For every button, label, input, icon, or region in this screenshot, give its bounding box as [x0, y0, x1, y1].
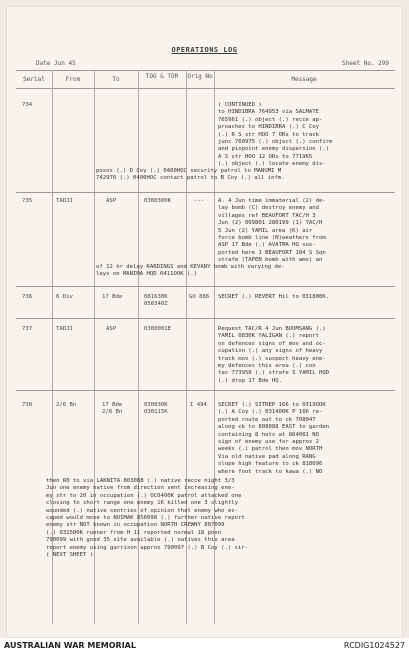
row-orig: GO 886 [189, 294, 210, 300]
row-from: 2/6 Bn [56, 402, 77, 408]
column-header-message: Message [291, 76, 317, 83]
row-message: SECRET (.) SITREP 166 to 0319OOK (.) A Coy (.) 031400K P 166 re- ported route out to ck 708047 along ck to 808088 EAST to garden containing 8 huts at 864001 NO sign of enemy use for approx 2 weeks (.) patrol then mov NORTH Via old native pad along RANG slope high feature to ck 818096 where foot track to kawa (.) NO [218, 402, 330, 475]
row-to: ASP [106, 198, 117, 204]
row-to: 17 Bde 2/8 Bn [102, 402, 123, 416]
row-orig: --- [194, 198, 205, 204]
row-too: 0380300K [144, 198, 171, 204]
row-serial: 736 [22, 294, 33, 300]
row-rule [16, 286, 395, 287]
row-message: A. 4 Jun time immaterial (2) de- lay bomb (C) destroy enemy and villages ref BEAUFORT TAC/H 3 Jun (2) 009801 280199 (1) TAC/H 5 Jun (2) YAMIL area (K) air force bomb line (N)weathers from ASP 17 Bde (.) AVATMA HQ sus- ported here 1 BEAUFORT 104 S Sqn strafe (TAPEN bomb with wmx) an [218, 198, 326, 264]
row-message-overflow: then R0 to via LAKNITA 803088 (.) native recce night 3/3 Jun one enemy native from direction sent increasing ene- my str to 20 in occupation (.) OC0400K patrol attacked one closing to short range one enemy 16 killed one 3 slightly wounded (.) native sentries of opinion that enemy who es- caped would move to NOIMAK 856098 (.) further native report enemy str NOT known in occupation NORTH CREWNY 807099 (.) 031500K runner from H 11 reported normal 18 posn 790099 with good 35 site available (.) natives this area report enemy using garrison approx 790097 (.) B Coy (.) sir- ( NEXT SHEET ) [46, 478, 249, 559]
log-date: Date Jun 45 [36, 60, 76, 67]
log-title: OPERATIONS LOG [171, 46, 238, 54]
row-to: 17 Bde [102, 294, 123, 300]
column-header-to: To [112, 76, 120, 83]
archive-id: RCDIG1024527 [343, 641, 405, 650]
column-header-from: From [65, 76, 81, 83]
row-rule [16, 192, 395, 193]
sheet-number: Sheet No. 299 [342, 60, 389, 67]
row-from: 6 Div [56, 294, 73, 300]
column-header-orig-no: Orig No [187, 73, 213, 80]
archive-name: AUSTRALIAN WAR MEMORIAL [4, 641, 136, 650]
operations-log-sheet [6, 6, 403, 638]
row-from: TADJI [56, 326, 73, 332]
row-too: 0380001E [144, 326, 171, 332]
row-message: SECRET (.) REVERT Hil to 031800K. [218, 294, 330, 300]
row-rule [16, 390, 395, 391]
row-rule [16, 318, 395, 319]
row-serial: 738 [22, 402, 33, 408]
row-serial: 735 [22, 198, 33, 204]
row-serial: 734 [22, 102, 33, 108]
column-header-too-tor: TOO & TOR [145, 73, 179, 80]
row-too: 081630K 050340Z [144, 294, 168, 308]
row-from: TADJI [56, 198, 73, 204]
row-orig: I 494 [190, 402, 207, 408]
header-bottom-rule [16, 88, 395, 89]
row-message: ( CONTINUED ) to HINDIBRA 764953 via SALMATE 765961 (.) object (.) recce ap- proaches to HINDIBRA (.) C Coy (.) R S str HOO 7 ORs to track junc 760975 (.) object (.) confirm and pinpoint enemy dispersion (.) A S str HOO 12 ORs to 771965 (.) object (.) locate enemy dis- [218, 102, 333, 168]
row-message: Request TAC/R 4 Jun BOOMSANG (.) YAMIL 0830K YALIGAN (.) report on defences signs of mov and oc- cupation (.) any signs of heavy track mov (.) suspect heavy ene- my defences this area (.) con tac 773950 (.) strafe 5 YAMIL HQD (.) drop 17 Bde HQ. [218, 326, 330, 384]
row-message-overflow: posns (.) D Coy (.) 0400HOC security patrol to MANUMI M 742976 (.) 0400HOC contact patrol to B Coy (.) all infm. [96, 168, 285, 182]
row-to: ASP [106, 326, 117, 332]
row-too: 030830K 030115K [144, 402, 168, 416]
row-message-overflow: of 12 hr delay KARDINGS and KEVANY bomb with varying de- lays on MANIMA HQD 0411OOK (.) [96, 264, 285, 278]
row-serial: 737 [22, 326, 33, 332]
header-top-rule [16, 70, 395, 71]
column-header-serial: Serial [23, 76, 45, 83]
archive-footer [0, 638, 409, 654]
